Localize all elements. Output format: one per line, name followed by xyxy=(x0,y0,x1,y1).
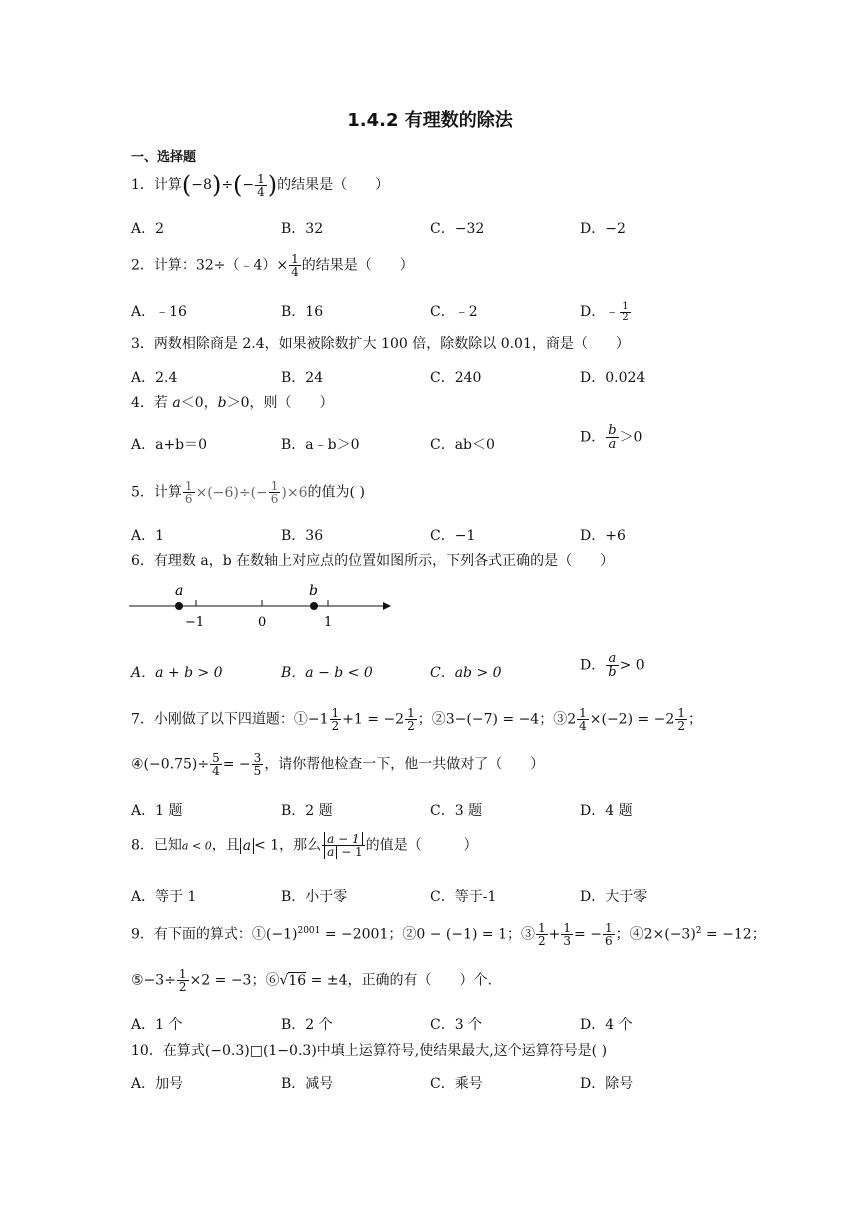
q5-fraction-2: $\frac{1}{6}$ xyxy=(270,479,279,506)
point-b xyxy=(310,602,318,610)
tick-label-minus-one: −1 xyxy=(185,615,205,630)
question-7-line-1: 7．小刚做了以下四道题：①−1 $\frac{1}{2}$ +1 = −2 $\frac{1}{2}$ ；②3−(−7) = −4；③2 $\frac{1}{4}$ ×(−2) = −2 $\frac{1}{2}$ ； xyxy=(131,706,702,733)
question-7-line-2: ④(−0.75)÷ $\frac{5}{4}$ = − $\frac{3}{5}$ ，请你帮他检查一下，他一共做对了（ ） xyxy=(131,751,545,778)
question-8: 8．已知a < 0，且 a < 1，那么 $\frac{a - 1}{a - 1}$ 的值是（ ） xyxy=(131,832,478,859)
q3-option-d[interactable]: D．0.024 xyxy=(580,370,646,386)
section-heading: 一、选择题 xyxy=(131,150,197,165)
point-a xyxy=(175,602,183,610)
q6-option-d[interactable]: D． $\frac{a}{b}$ > 0 xyxy=(580,651,645,680)
page-title: 1.4.2 有理数的除法 xyxy=(347,110,513,131)
question-4: 4．若 a＜0，b＞0，则（ ） xyxy=(131,395,334,411)
q2-option-a[interactable]: A．﹣16 xyxy=(131,304,187,320)
q4-option-b[interactable]: B．a﹣b＞0 xyxy=(281,437,360,453)
q1-suffix: 的结果是（ ） xyxy=(277,177,390,194)
q4-option-d[interactable]: D． $\frac{b}{a}$ ＞0 xyxy=(580,423,643,452)
q2-option-d[interactable]: D．﹣ $\frac{1}{2}$ xyxy=(580,300,629,323)
q2-fraction: $\frac{1}{4}$ xyxy=(291,252,299,279)
q2-option-b[interactable]: B．16 xyxy=(281,304,324,320)
q1-fraction: $\frac{1}{4}$ xyxy=(257,171,265,199)
q6-option-b[interactable]: B．a − b < 0 xyxy=(281,665,373,681)
q4-option-d-fraction: $\frac{b}{a}$ xyxy=(608,423,617,452)
q1-option-b[interactable]: B．32 xyxy=(281,221,324,237)
question-3: 3．两数相除商是 2.4，如果被除数扩大 100 倍，除数除以 0.01，商是（ ） xyxy=(131,336,630,352)
question-9-line-1: 9．有下面的算式：$①(-1)^{2001} = -2001$；②0 − (−1) = 1；③ $\frac{1}{2}$ + $\frac{1}{3}$ = − $\frac{1}{6}$ ；$④2\times(-3)^2 = -12$； xyxy=(131,921,766,948)
q1-prefix: 1．计算 xyxy=(131,177,182,194)
q9-option-b[interactable]: B．2 个 xyxy=(281,1017,333,1033)
q1-option-a[interactable]: A．2 xyxy=(131,221,165,237)
label-b: b xyxy=(309,583,318,599)
question-2 xyxy=(131,253,414,278)
q2-option-c[interactable]: C．﹣2 xyxy=(430,304,478,320)
tick-label-one: 1 xyxy=(324,615,333,630)
q9-option-d[interactable]: D．4 个 xyxy=(580,1017,633,1033)
q8-option-a[interactable]: A．等于 1 xyxy=(131,889,197,905)
q6-options xyxy=(131,651,751,682)
question-9-line-2: ⑤−3÷ $\frac{1}{2}$ ×2 = −3；⑥√16 = ±4，正确的有（ ）个. xyxy=(131,967,492,994)
q8-option-d[interactable]: D．大于零 xyxy=(580,889,648,905)
q6-option-d-fraction: $\frac{a}{b}$ xyxy=(608,651,617,680)
question-10: 10．在算式(−0.3)□(1−0.3)中填上运算符号,使结果最大,这个运算符号是( ) xyxy=(131,1043,608,1059)
q7-option-c[interactable]: C．3 题 xyxy=(430,803,483,819)
q10-option-d[interactable]: D．除号 xyxy=(580,1076,634,1092)
q1-option-c[interactable]: C．−32 xyxy=(430,221,485,237)
q5-options xyxy=(131,525,751,545)
q9-option-a[interactable]: A．1 个 xyxy=(131,1017,183,1033)
q3-option-a[interactable]: A．2.4 xyxy=(131,370,178,386)
q3-options xyxy=(131,367,751,387)
q5-fraction-1: $\frac{1}{6}$ xyxy=(184,479,193,506)
q7-option-a[interactable]: A．1 题 xyxy=(131,803,183,819)
q7-option-d[interactable]: D．4 题 xyxy=(580,803,633,819)
q9-option-c[interactable]: C．3 个 xyxy=(430,1017,483,1033)
q1-option-d[interactable]: D．−2 xyxy=(580,221,626,237)
question-5: 5．计算 $\frac{1}{6}$ ×(−6)÷(− $\frac{1}{6}$ )×6的值为( ) xyxy=(131,479,365,506)
q10-option-a[interactable]: A．加号 xyxy=(131,1076,184,1092)
q2-options xyxy=(131,301,751,321)
q6-option-a[interactable]: A．a + b > 0 xyxy=(131,665,223,681)
q8-fraction: $\frac{a - 1}{a - 1}$ xyxy=(322,833,364,858)
q4-option-c[interactable]: C．ab＜0 xyxy=(430,437,495,453)
q8-option-c[interactable]: C．等于-1 xyxy=(430,889,497,905)
q1-a: −8 xyxy=(191,177,212,194)
q5-option-b[interactable]: B．36 xyxy=(281,528,324,544)
q3-option-c[interactable]: C．240 xyxy=(430,370,482,386)
q2-suffix: 的结果是（ ） xyxy=(301,257,414,274)
q2-prefix: 2．计算：32÷（﹣4）× xyxy=(131,257,289,274)
q1-div: ÷ xyxy=(221,177,234,194)
question-6: 6．有理数 a，b 在数轴上对应点的位置如图所示，下列各式正确的是（ ） xyxy=(131,553,615,569)
q4-options xyxy=(131,423,751,454)
q2-option-d-fraction: $\frac{1}{2}$ xyxy=(622,300,629,323)
q8-options xyxy=(131,886,751,906)
q1-minus: − xyxy=(242,177,255,194)
number-line-figure xyxy=(129,580,391,630)
q10-options xyxy=(131,1073,751,1093)
q8-option-b[interactable]: B．小于零 xyxy=(281,889,348,905)
q5-option-d[interactable]: D．+6 xyxy=(580,528,626,544)
q5-option-c[interactable]: C．−1 xyxy=(430,528,476,544)
q3-option-b[interactable]: B．24 xyxy=(281,370,324,386)
number-line-arrow xyxy=(383,602,391,610)
question-1: 1．计算(−8)÷(− $\frac{1}{4}$ )的结果是（ ） xyxy=(131,171,390,199)
q7-options xyxy=(131,800,751,820)
label-a: a xyxy=(175,583,184,599)
q10-option-c[interactable]: C．乘号 xyxy=(430,1076,483,1092)
tick-label-zero: 0 xyxy=(258,615,267,630)
q7-option-b[interactable]: B．2 题 xyxy=(281,803,333,819)
q6-option-c[interactable]: C．ab > 0 xyxy=(430,665,502,681)
q4-option-a[interactable]: A．a+b＝0 xyxy=(131,437,208,453)
q10-option-b[interactable]: B．减号 xyxy=(281,1076,334,1092)
q5-option-a[interactable]: A．1 xyxy=(131,528,165,544)
q1-options xyxy=(131,218,751,238)
q9-options xyxy=(131,1014,751,1034)
